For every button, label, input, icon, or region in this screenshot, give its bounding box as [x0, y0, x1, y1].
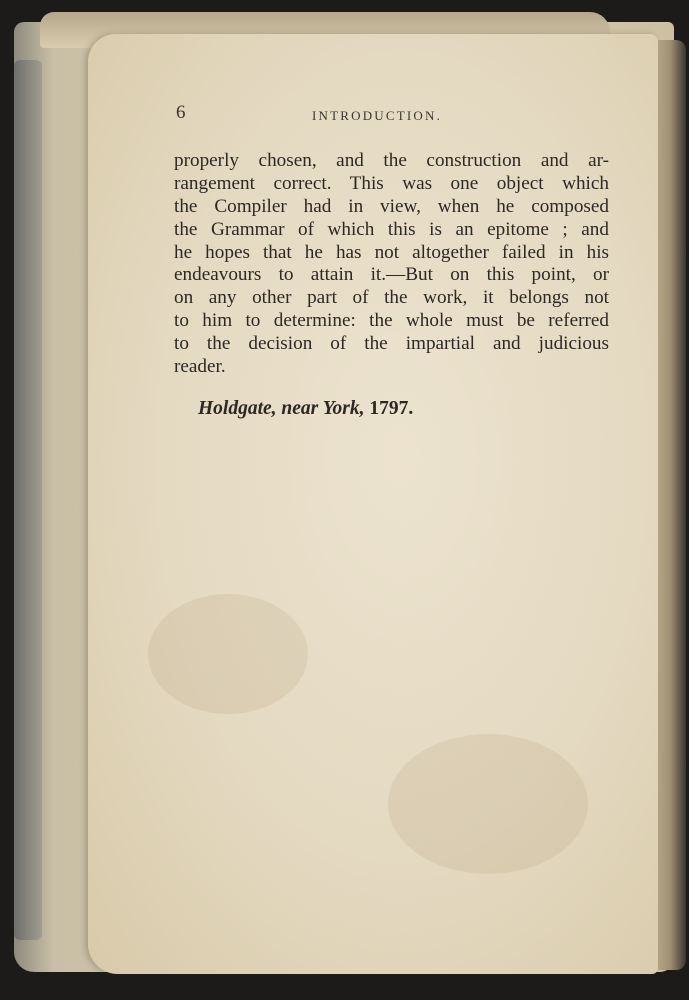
text-line: the Grammar of which this is an epitome ; and	[174, 218, 609, 240]
paper-stain	[148, 594, 308, 714]
text-line: reader.	[174, 356, 226, 378]
signature-place: Holdgate, near York,	[198, 398, 365, 419]
paper-stain	[388, 734, 588, 874]
signature-line	[198, 398, 413, 420]
text-line: rangement correct. This was one object which	[174, 172, 609, 194]
page-number: 6	[176, 102, 186, 123]
text-line: properly chosen, and the construction and ar-	[174, 150, 609, 171]
text-line: to him to determine: the whole must be referred	[174, 310, 609, 332]
text-line: endeavours to attain it.—But on this point, or	[174, 264, 609, 286]
signature-year: 1797.	[369, 398, 414, 419]
text-line: on any other part of the work, it belongs not	[174, 287, 609, 309]
text-line: the Compiler had in view, when he composed	[174, 195, 609, 217]
body-paragraph	[174, 150, 609, 379]
book-spine-edge	[14, 60, 42, 940]
text-line: to the decision of the impartial and judicious	[174, 333, 609, 355]
text-line: he hopes that he has not altogether failed in his	[174, 241, 609, 263]
running-head: INTRODUCTION.	[312, 108, 443, 123]
